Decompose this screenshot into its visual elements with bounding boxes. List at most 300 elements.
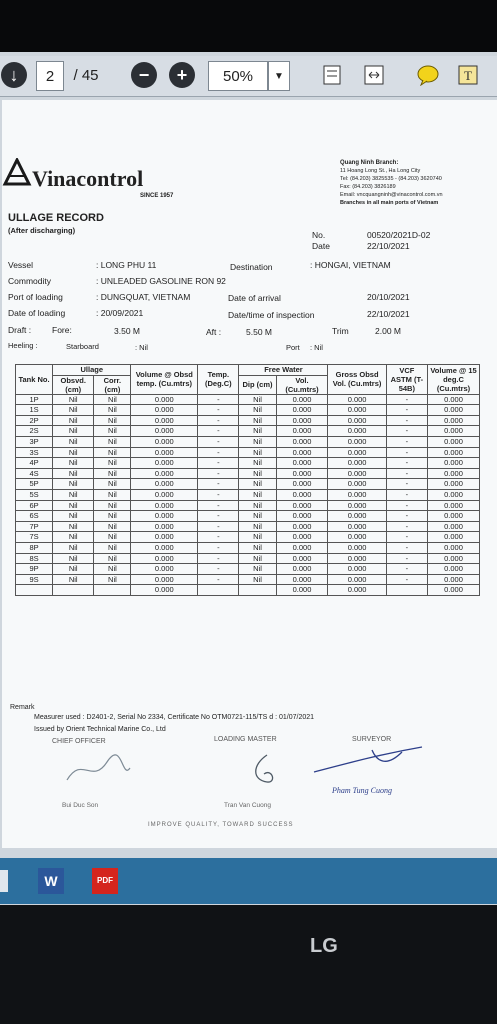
cell-gross: 0.000 (328, 426, 386, 437)
cell-gross: 0.000 (328, 468, 386, 479)
record-subtitle: (After discharging) (8, 226, 76, 235)
cell-vcf: - (386, 394, 427, 405)
table-row (16, 479, 480, 490)
company-since: SINCE 1957 (140, 193, 174, 199)
starboard-label: Starboard (66, 342, 99, 351)
cell-corr: Nil (94, 489, 131, 500)
cell-temp: - (198, 394, 239, 405)
fore-value: 3.50 M (114, 326, 140, 336)
cell-vcf: - (386, 426, 427, 437)
next-page-button[interactable] (0, 61, 28, 89)
cell-dip: Nil (239, 521, 276, 532)
cell-dip: Nil (239, 426, 276, 437)
totals-row (16, 585, 480, 596)
starboard-value: : Nil (135, 343, 148, 352)
th-corr: Corr. (cm) (94, 375, 131, 394)
table-row (16, 458, 480, 469)
cell-tank: 3P (16, 436, 53, 447)
cell-tank: 7P (16, 521, 53, 532)
minus-icon: − (131, 62, 157, 88)
cell-vcf: - (386, 415, 427, 426)
down-arrow-icon: ↓ (1, 62, 27, 88)
start-button[interactable] (0, 870, 8, 892)
table-row (16, 394, 480, 405)
cell-vol: 0.000 (131, 436, 198, 447)
cell-gross: 0.000 (328, 521, 386, 532)
cell-tank: 7S (16, 532, 53, 543)
cell-temp: - (198, 542, 239, 553)
loading-master-signature-icon (242, 750, 292, 790)
cell-vol15: 0.000 (428, 405, 480, 416)
cell-vol15: 0.000 (428, 564, 480, 575)
cell-vol: 0.000 (131, 447, 198, 458)
table-row (16, 447, 480, 458)
cell-vcf: - (386, 468, 427, 479)
branch-tel: Tel: (84.203) 3825535 - (84.203) 3620740 (340, 176, 442, 182)
pdf-toolbar (0, 56, 497, 97)
cell-fwvol: 0.000 (276, 553, 328, 564)
cell-vol: 0.000 (131, 553, 198, 564)
table-row (16, 532, 480, 543)
cell-vol15: 0.000 (428, 511, 480, 522)
surveyor-handwritten-name: Pham Tung Cuong (332, 786, 393, 795)
port-label: Port (286, 343, 300, 352)
total-temp (198, 585, 239, 596)
fit-page-button[interactable] (318, 61, 346, 89)
cell-corr: Nil (94, 479, 131, 490)
cell-vol15: 0.000 (428, 415, 480, 426)
no-label: No. (312, 230, 326, 240)
footer-slogan: IMPROVE QUALITY, TOWARD SUCCESS (148, 822, 294, 828)
zoom-select[interactable]: 50% (208, 61, 268, 91)
cell-vol: 0.000 (131, 574, 198, 585)
total-obsvd (53, 585, 94, 596)
cell-vcf: - (386, 521, 427, 532)
chief-officer-signature-icon (62, 750, 132, 790)
branch-fax: Fax: (84.203) 3826189 (340, 184, 396, 190)
cell-vol: 0.000 (131, 489, 198, 500)
cell-corr: Nil (94, 511, 131, 522)
arrival-value: 20/10/2021 (367, 292, 410, 302)
fit-page-icon (321, 64, 343, 86)
cell-temp: - (198, 500, 239, 511)
cell-obsvd: Nil (53, 405, 94, 416)
date-of-loading-label: Date of loading (8, 308, 66, 318)
date-value: 22/10/2021 (367, 241, 410, 251)
cell-gross: 0.000 (328, 436, 386, 447)
vessel-label: Vessel (8, 260, 34, 270)
table-row (16, 500, 480, 511)
cell-dip: Nil (239, 458, 276, 469)
cell-dip: Nil (239, 564, 276, 575)
cell-temp: - (198, 479, 239, 490)
cell-corr: Nil (94, 415, 131, 426)
cell-tank: 1P (16, 394, 53, 405)
cell-obsvd: Nil (53, 458, 94, 469)
cell-temp: - (198, 489, 239, 500)
cell-vol: 0.000 (131, 468, 198, 479)
fore-label: Fore: (52, 325, 72, 335)
cell-tank: 9S (16, 574, 53, 585)
th-gross: Gross Obsd Vol. (Cu.mtrs) (328, 365, 386, 395)
cell-vol15: 0.000 (428, 394, 480, 405)
cell-vcf: - (386, 447, 427, 458)
page-total: / 45 (73, 66, 99, 84)
aft-label: Aft : (206, 327, 222, 337)
cell-gross: 0.000 (328, 394, 386, 405)
cell-vol: 0.000 (131, 564, 198, 575)
arrival-label: Date of arrival (228, 293, 281, 303)
cell-obsvd: Nil (53, 511, 94, 522)
cell-vcf: - (386, 489, 427, 500)
cell-vol15: 0.000 (428, 447, 480, 458)
destination-value: : HONGAI, VIETNAM (310, 260, 391, 270)
th-vcf: VCF ASTM (T-54B) (386, 365, 427, 395)
th-temp: Temp. (Deg.C) (198, 365, 239, 395)
cell-gross: 0.000 (328, 458, 386, 469)
cell-fwvol: 0.000 (276, 479, 328, 490)
cell-temp: - (198, 521, 239, 532)
cell-fwvol: 0.000 (276, 394, 328, 405)
commodity-label: Commodity (8, 276, 51, 286)
th-fw-vol: Vol. (Cu.mtrs) (276, 375, 328, 394)
cell-corr: Nil (94, 436, 131, 447)
trim-value: 2.00 M (375, 326, 401, 336)
cell-corr: Nil (94, 394, 131, 405)
draft-label: Draft : (8, 325, 32, 335)
branch-address: 11 Hoang Long St., Ha Long City (340, 168, 421, 174)
fit-width-button[interactable] (360, 61, 388, 89)
table-row (16, 405, 480, 416)
cell-corr: Nil (94, 574, 131, 585)
cell-gross: 0.000 (328, 479, 386, 490)
cell-obsvd: Nil (53, 521, 94, 532)
cell-fwvol: 0.000 (276, 489, 328, 500)
zoom-out-button[interactable] (130, 61, 158, 89)
cell-dip: Nil (239, 489, 276, 500)
cell-temp: - (198, 532, 239, 543)
surveyor-signature-icon (312, 742, 442, 782)
cell-dip: Nil (239, 415, 276, 426)
cell-vcf: - (386, 553, 427, 564)
fit-width-icon (363, 64, 385, 86)
cell-tank: 8P (16, 542, 53, 553)
cell-vol15: 0.000 (428, 521, 480, 532)
total-vcf (386, 585, 427, 596)
cell-vol: 0.000 (131, 500, 198, 511)
cell-fwvol: 0.000 (276, 468, 328, 479)
cell-temp: - (198, 553, 239, 564)
company-logo-text: Vinacontrol (32, 166, 144, 191)
cell-obsvd: Nil (53, 394, 94, 405)
cell-vol15: 0.000 (428, 542, 480, 553)
zoom-in-button[interactable] (168, 61, 196, 89)
cell-tank: 1S (16, 405, 53, 416)
cell-gross: 0.000 (328, 574, 386, 585)
cell-temp: - (198, 511, 239, 522)
total-vol15: 0.000 (428, 585, 480, 596)
cell-corr: Nil (94, 447, 131, 458)
cell-temp: - (198, 574, 239, 585)
table-row (16, 436, 480, 447)
port-of-loading-label: Port of loading (8, 292, 63, 302)
cell-dip: Nil (239, 532, 276, 543)
total-gross: 0.000 (328, 585, 386, 596)
cell-corr: Nil (94, 458, 131, 469)
th-dip: Dip (cm) (239, 375, 276, 394)
cell-corr: Nil (94, 426, 131, 437)
monitor-top-bezel (0, 0, 497, 52)
cell-gross: 0.000 (328, 447, 386, 458)
cell-temp: - (198, 405, 239, 416)
loading-master-label: LOADING MASTER (214, 736, 277, 743)
cell-tank: 2P (16, 415, 53, 426)
cell-obsvd: Nil (53, 542, 94, 553)
cell-fwvol: 0.000 (276, 574, 328, 585)
cell-dip: Nil (239, 511, 276, 522)
cell-gross: 0.000 (328, 500, 386, 511)
table-row (16, 415, 480, 426)
zoom-dropdown-chevron-icon[interactable]: ▼ (268, 61, 290, 91)
cell-tank: 5P (16, 479, 53, 490)
text-tool-button[interactable] (454, 61, 482, 89)
plus-icon: + (169, 62, 195, 88)
cell-vcf: - (386, 564, 427, 575)
cell-fwvol: 0.000 (276, 436, 328, 447)
cell-gross: 0.000 (328, 415, 386, 426)
cell-corr: Nil (94, 500, 131, 511)
cell-fwvol: 0.000 (276, 500, 328, 511)
pdf-app-icon[interactable]: PDF (92, 868, 118, 894)
cell-vol15: 0.000 (428, 436, 480, 447)
cell-fwvol: 0.000 (276, 447, 328, 458)
cell-gross: 0.000 (328, 511, 386, 522)
cell-fwvol: 0.000 (276, 458, 328, 469)
branch-email: Email: vncquangninh@vinacontrol.com.vn (340, 192, 443, 198)
cell-vol15: 0.000 (428, 489, 480, 500)
cell-corr: Nil (94, 542, 131, 553)
total-vol: 0.000 (131, 585, 198, 596)
cell-vcf: - (386, 532, 427, 543)
cell-obsvd: Nil (53, 415, 94, 426)
cell-obsvd: Nil (53, 489, 94, 500)
cell-tank: 3S (16, 447, 53, 458)
cell-gross: 0.000 (328, 553, 386, 564)
loading-master-name: Tran Van Cuong (224, 802, 271, 809)
cell-vol: 0.000 (131, 511, 198, 522)
cell-dip: Nil (239, 574, 276, 585)
cell-vol: 0.000 (131, 394, 198, 405)
cell-tank: 8S (16, 553, 53, 564)
cell-fwvol: 0.000 (276, 521, 328, 532)
cell-fwvol: 0.000 (276, 532, 328, 543)
cell-obsvd: Nil (53, 574, 94, 585)
cell-dip: Nil (239, 542, 276, 553)
total-fwvol: 0.000 (276, 585, 328, 596)
table-row (16, 553, 480, 564)
cell-dip: Nil (239, 405, 276, 416)
branch-note: Branches in all main ports of Vietnam (340, 200, 439, 206)
cell-vol15: 0.000 (428, 553, 480, 564)
branch-title: Quang Ninh Branch: (340, 160, 399, 166)
cell-vol: 0.000 (131, 405, 198, 416)
cell-vcf: - (386, 542, 427, 553)
monitor-bezel (0, 905, 497, 1024)
chief-officer-name: Bui Duc Son (62, 802, 99, 809)
cell-obsvd: Nil (53, 479, 94, 490)
aft-value: 5.50 M (246, 327, 272, 337)
th-obsvd: Obsvd. (cm) (53, 375, 94, 394)
port-of-loading-value: : DUNGQUAT, VIETNAM (96, 292, 191, 302)
th-ullage: Ullage (53, 365, 131, 376)
cell-vol: 0.000 (131, 458, 198, 469)
heeling-label: Heeling : (8, 341, 38, 350)
cell-gross: 0.000 (328, 532, 386, 543)
word-app-icon[interactable]: W (38, 868, 64, 894)
th-volume-15: Volume @ 15 deg.C (Cu.mtrs) (428, 365, 480, 395)
cell-tank: 6P (16, 500, 53, 511)
cell-vol: 0.000 (131, 426, 198, 437)
port-value: : Nil (310, 343, 323, 352)
remark-line-2: Issued by Orient Technical Marine Co., Ltd (34, 726, 166, 733)
cell-tank: 9P (16, 564, 53, 575)
cell-fwvol: 0.000 (276, 564, 328, 575)
inspection-value: 22/10/2021 (367, 309, 410, 319)
record-title: ULLAGE RECORD (8, 212, 104, 224)
cell-temp: - (198, 415, 239, 426)
vessel-value: : LONG PHU 11 (96, 260, 157, 270)
cell-fwvol: 0.000 (276, 511, 328, 522)
table-row (16, 574, 480, 585)
cell-gross: 0.000 (328, 489, 386, 500)
cell-fwvol: 0.000 (276, 542, 328, 553)
cell-vol15: 0.000 (428, 532, 480, 543)
destination-label: Destination (230, 262, 273, 272)
table-row (16, 426, 480, 437)
cell-vcf: - (386, 574, 427, 585)
cell-fwvol: 0.000 (276, 415, 328, 426)
text-tool-icon (457, 64, 479, 86)
cell-temp: - (198, 447, 239, 458)
svg-text:T: T (464, 68, 472, 83)
cell-gross: 0.000 (328, 564, 386, 575)
cell-gross: 0.000 (328, 542, 386, 553)
cell-corr: Nil (94, 532, 131, 543)
cell-dip: Nil (239, 447, 276, 458)
cell-vol: 0.000 (131, 542, 198, 553)
cell-vcf: - (386, 511, 427, 522)
cell-vcf: - (386, 500, 427, 511)
cell-obsvd: Nil (53, 468, 94, 479)
cell-vol15: 0.000 (428, 574, 480, 585)
cell-tank: 4S (16, 468, 53, 479)
cell-vcf: - (386, 458, 427, 469)
cell-temp: - (198, 468, 239, 479)
cell-temp: - (198, 426, 239, 437)
cell-temp: - (198, 564, 239, 575)
cell-tank: 5S (16, 489, 53, 500)
cell-tank: 6S (16, 511, 53, 522)
cell-vcf: - (386, 479, 427, 490)
cell-vol15: 0.000 (428, 458, 480, 469)
cell-obsvd: Nil (53, 447, 94, 458)
table-row (16, 542, 480, 553)
no-value: 00520/2021D-02 (367, 230, 431, 240)
th-tank: Tank No. (16, 365, 53, 395)
cell-vol15: 0.000 (428, 500, 480, 511)
date-of-loading-value: : 20/09/2021 (96, 308, 144, 318)
date-label: Date (312, 241, 330, 251)
comment-button[interactable] (414, 61, 442, 89)
cell-vcf: - (386, 436, 427, 447)
surveyor-label: SURVEYOR (352, 736, 392, 743)
cell-dip: Nil (239, 394, 276, 405)
commodity-value: : UNLEADED GASOLINE RON 92 (96, 276, 226, 286)
cell-vol: 0.000 (131, 415, 198, 426)
total-tank (16, 585, 53, 596)
cell-dip: Nil (239, 479, 276, 490)
cell-obsvd: Nil (53, 500, 94, 511)
cell-dip: Nil (239, 468, 276, 479)
remark-line-1: Measurer used : D2401-2, Serial No 2334, Certificate No OTM0721-115/TS d : 01/07/2021 (34, 714, 315, 721)
cell-vol: 0.000 (131, 479, 198, 490)
cell-corr: Nil (94, 468, 131, 479)
table-row (16, 489, 480, 500)
lg-brand-logo: LG (310, 935, 338, 957)
cell-obsvd: Nil (53, 553, 94, 564)
th-volume-obsd: Volume @ Obsd temp. (Cu.mtrs) (131, 365, 198, 395)
total-corr (94, 585, 131, 596)
comment-icon (416, 64, 440, 86)
cell-vol: 0.000 (131, 521, 198, 532)
cell-fwvol: 0.000 (276, 405, 328, 416)
cell-obsvd: Nil (53, 436, 94, 447)
cell-tank: 4P (16, 458, 53, 469)
cell-corr: Nil (94, 553, 131, 564)
cell-vcf: - (386, 405, 427, 416)
th-free-water: Free Water (239, 365, 328, 376)
cell-obsvd: Nil (53, 426, 94, 437)
vinacontrol-logo-icon (2, 158, 32, 186)
cell-vol15: 0.000 (428, 479, 480, 490)
cell-corr: Nil (94, 521, 131, 532)
cell-gross: 0.000 (328, 405, 386, 416)
cell-temp: - (198, 458, 239, 469)
inspection-label: Date/time of inspection (228, 310, 315, 320)
table-row (16, 468, 480, 479)
ullage-table (15, 364, 480, 596)
taskbar (0, 858, 497, 904)
cell-obsvd: Nil (53, 564, 94, 575)
cell-temp: - (198, 436, 239, 447)
cell-fwvol: 0.000 (276, 426, 328, 437)
page-number-input[interactable]: 2 (36, 61, 64, 91)
total-dip (239, 585, 276, 596)
cell-dip: Nil (239, 436, 276, 447)
cell-vol15: 0.000 (428, 468, 480, 479)
cell-corr: Nil (94, 405, 131, 416)
chief-officer-label: CHIEF OFFICER (52, 738, 106, 745)
cell-corr: Nil (94, 564, 131, 575)
remark-label: Remark (10, 704, 35, 711)
cell-vol15: 0.000 (428, 426, 480, 437)
cell-vol: 0.000 (131, 532, 198, 543)
cell-tank: 2S (16, 426, 53, 437)
trim-label: Trim (332, 326, 349, 336)
cell-dip: Nil (239, 500, 276, 511)
cell-dip: Nil (239, 553, 276, 564)
table-row (16, 564, 480, 575)
